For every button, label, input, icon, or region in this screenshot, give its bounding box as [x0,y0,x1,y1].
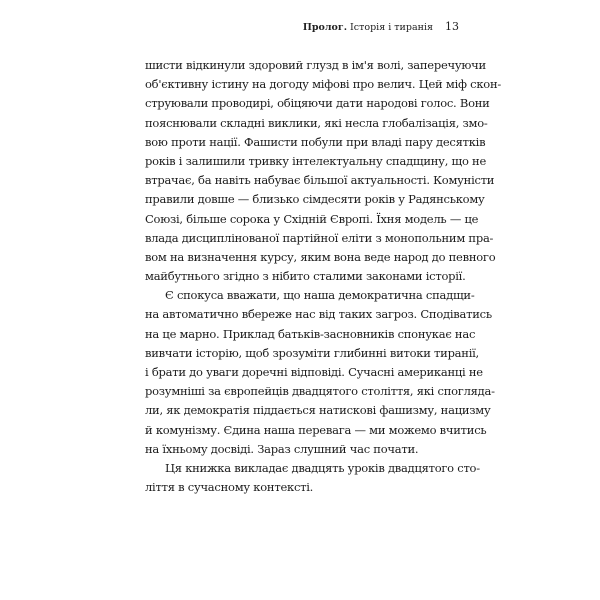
text-line: майбутнього згідно з нібито сталими законами історії. [145,269,466,284]
chapter-label: Пролог. [302,22,348,33]
text-line: пояснювали складні виклики, які несла глобалізація, змо- [145,115,488,130]
paragraph [145,286,495,459]
text-line: Ця книжка викладає двадцять уроків двадцятого сто- [165,460,480,475]
text-line: ліття в сучасному контексті. [145,480,314,495]
text-line: і брати до уваги доречні відповіді. Сучасні американці не [145,365,483,379]
text-line: на це марно. Приклад батьків-засновників спонукає нас [145,326,476,341]
text-line: Союзі, більше сорока у Східній Європі. Їхня модель — це [145,211,479,226]
body-text [145,56,502,497]
text-line: втрачає, ба навіть набуває більшої актуальності. Комуністи [145,173,495,188]
running-head [145,21,459,34]
text-line: розумніші за європейців двадцятого століття, які спогляда- [145,384,495,399]
text-line: вою проти нації. Фашисти побули при владі пару десятків [145,134,486,149]
text-line: об'єктивну істину на догоду міфові про велич. Цей міф скон- [145,77,502,92]
paragraph [145,56,502,286]
text-line: шисти відкинули здоровий глузд в ім'я волі, заперечуючи [145,58,486,72]
text-line: на автоматично вбереже нас від таких загроз. Сподіватись [145,307,492,322]
text-line: років і залишили тривку інтелектуальну спадщину, що не [145,153,486,168]
paragraph [145,459,480,497]
text-line: вом на визначення курсу, яким вона веде народ до певного [145,249,496,264]
page-number: 13 [445,20,459,33]
text-line: вивчати історію, щоб зрозуміти глибинні витоки тиранії, [145,345,479,360]
text-line: струювали проводирі, обіцяючи дати народові голос. Вони [145,96,490,111]
text-line: правили довше — близько сімдесяти років у Радянському [145,192,485,207]
text-line: й комунізму. Єдина наша перевага — ми можемо вчитись [145,422,487,437]
text-line: ли, як демократія піддається натискові фашизму, нацизму [145,403,491,418]
text-line: на їхньому досвіді. Зараз слушний час почати. [145,441,419,456]
chapter-title: Історія і тиранія [347,22,433,33]
text-line: влада дисциплінованої партійної еліти з монопольним пра- [145,230,494,245]
text-line: Є спокуса вважати, що наша демократична спадщи- [165,288,475,303]
